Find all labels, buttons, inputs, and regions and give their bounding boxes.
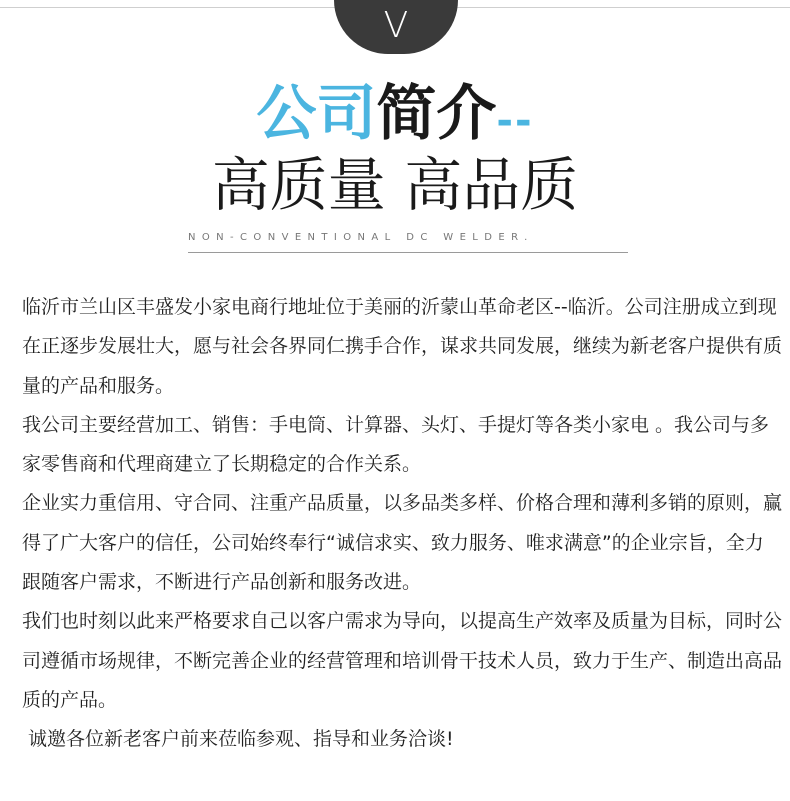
- company-intro: [22, 288, 782, 760]
- invitation-paragraph: 诚邀各位新老客户前来莅临参观、指导和业务洽谈!: [28, 728, 454, 751]
- page-title: [0, 76, 790, 159]
- business-paragraph: 我公司主要经营加工、销售：手电筒、计算器、头灯、手提灯等各类小家电 。我公司与多家零售商和代理商建立了长期稳定的合作关系。: [22, 413, 770, 476]
- principles-paragraph: 企业实力重信用、守合同、注重产品质量，以多品类多样、价格合理和薄利多销的原则，赢得了广大客户的信任，公司始终奉行“诚信求实、致力服务、唯求满意”的企业宗旨，全力跟随客户需求，不断进行产品创新和服务改进。: [22, 492, 783, 594]
- intro-paragraph: 临沂市兰山区丰盛发小家电商行地址位于美丽的沂蒙山革命老区--临沂。公司注册成立到现在正逐步发展壮大，愿与社会各界同仁携手合作，谋求共同发展，继续为新老客户提供有质量的产品和服务。: [22, 296, 783, 397]
- title-accent: 公司: [256, 79, 377, 149]
- page-subtitle: 高质量 高品质: [211, 151, 579, 219]
- title-main: 简介: [376, 79, 497, 149]
- tagline-rule: [188, 252, 628, 253]
- tagline: NON-CONVENTIONAL DC WELDER.: [188, 232, 534, 243]
- title-dashes: --: [496, 98, 534, 144]
- goals-paragraph: 我们也时刻以此来严格要求自己以客户需求为导向，以提高生产效率及质量为目标，同时公司遵循市场规律，不断完善企业的经营管理和培训骨干技术人员，致力于生产、制造出高品质的产品。: [22, 610, 783, 711]
- section-badge: V: [334, 0, 458, 54]
